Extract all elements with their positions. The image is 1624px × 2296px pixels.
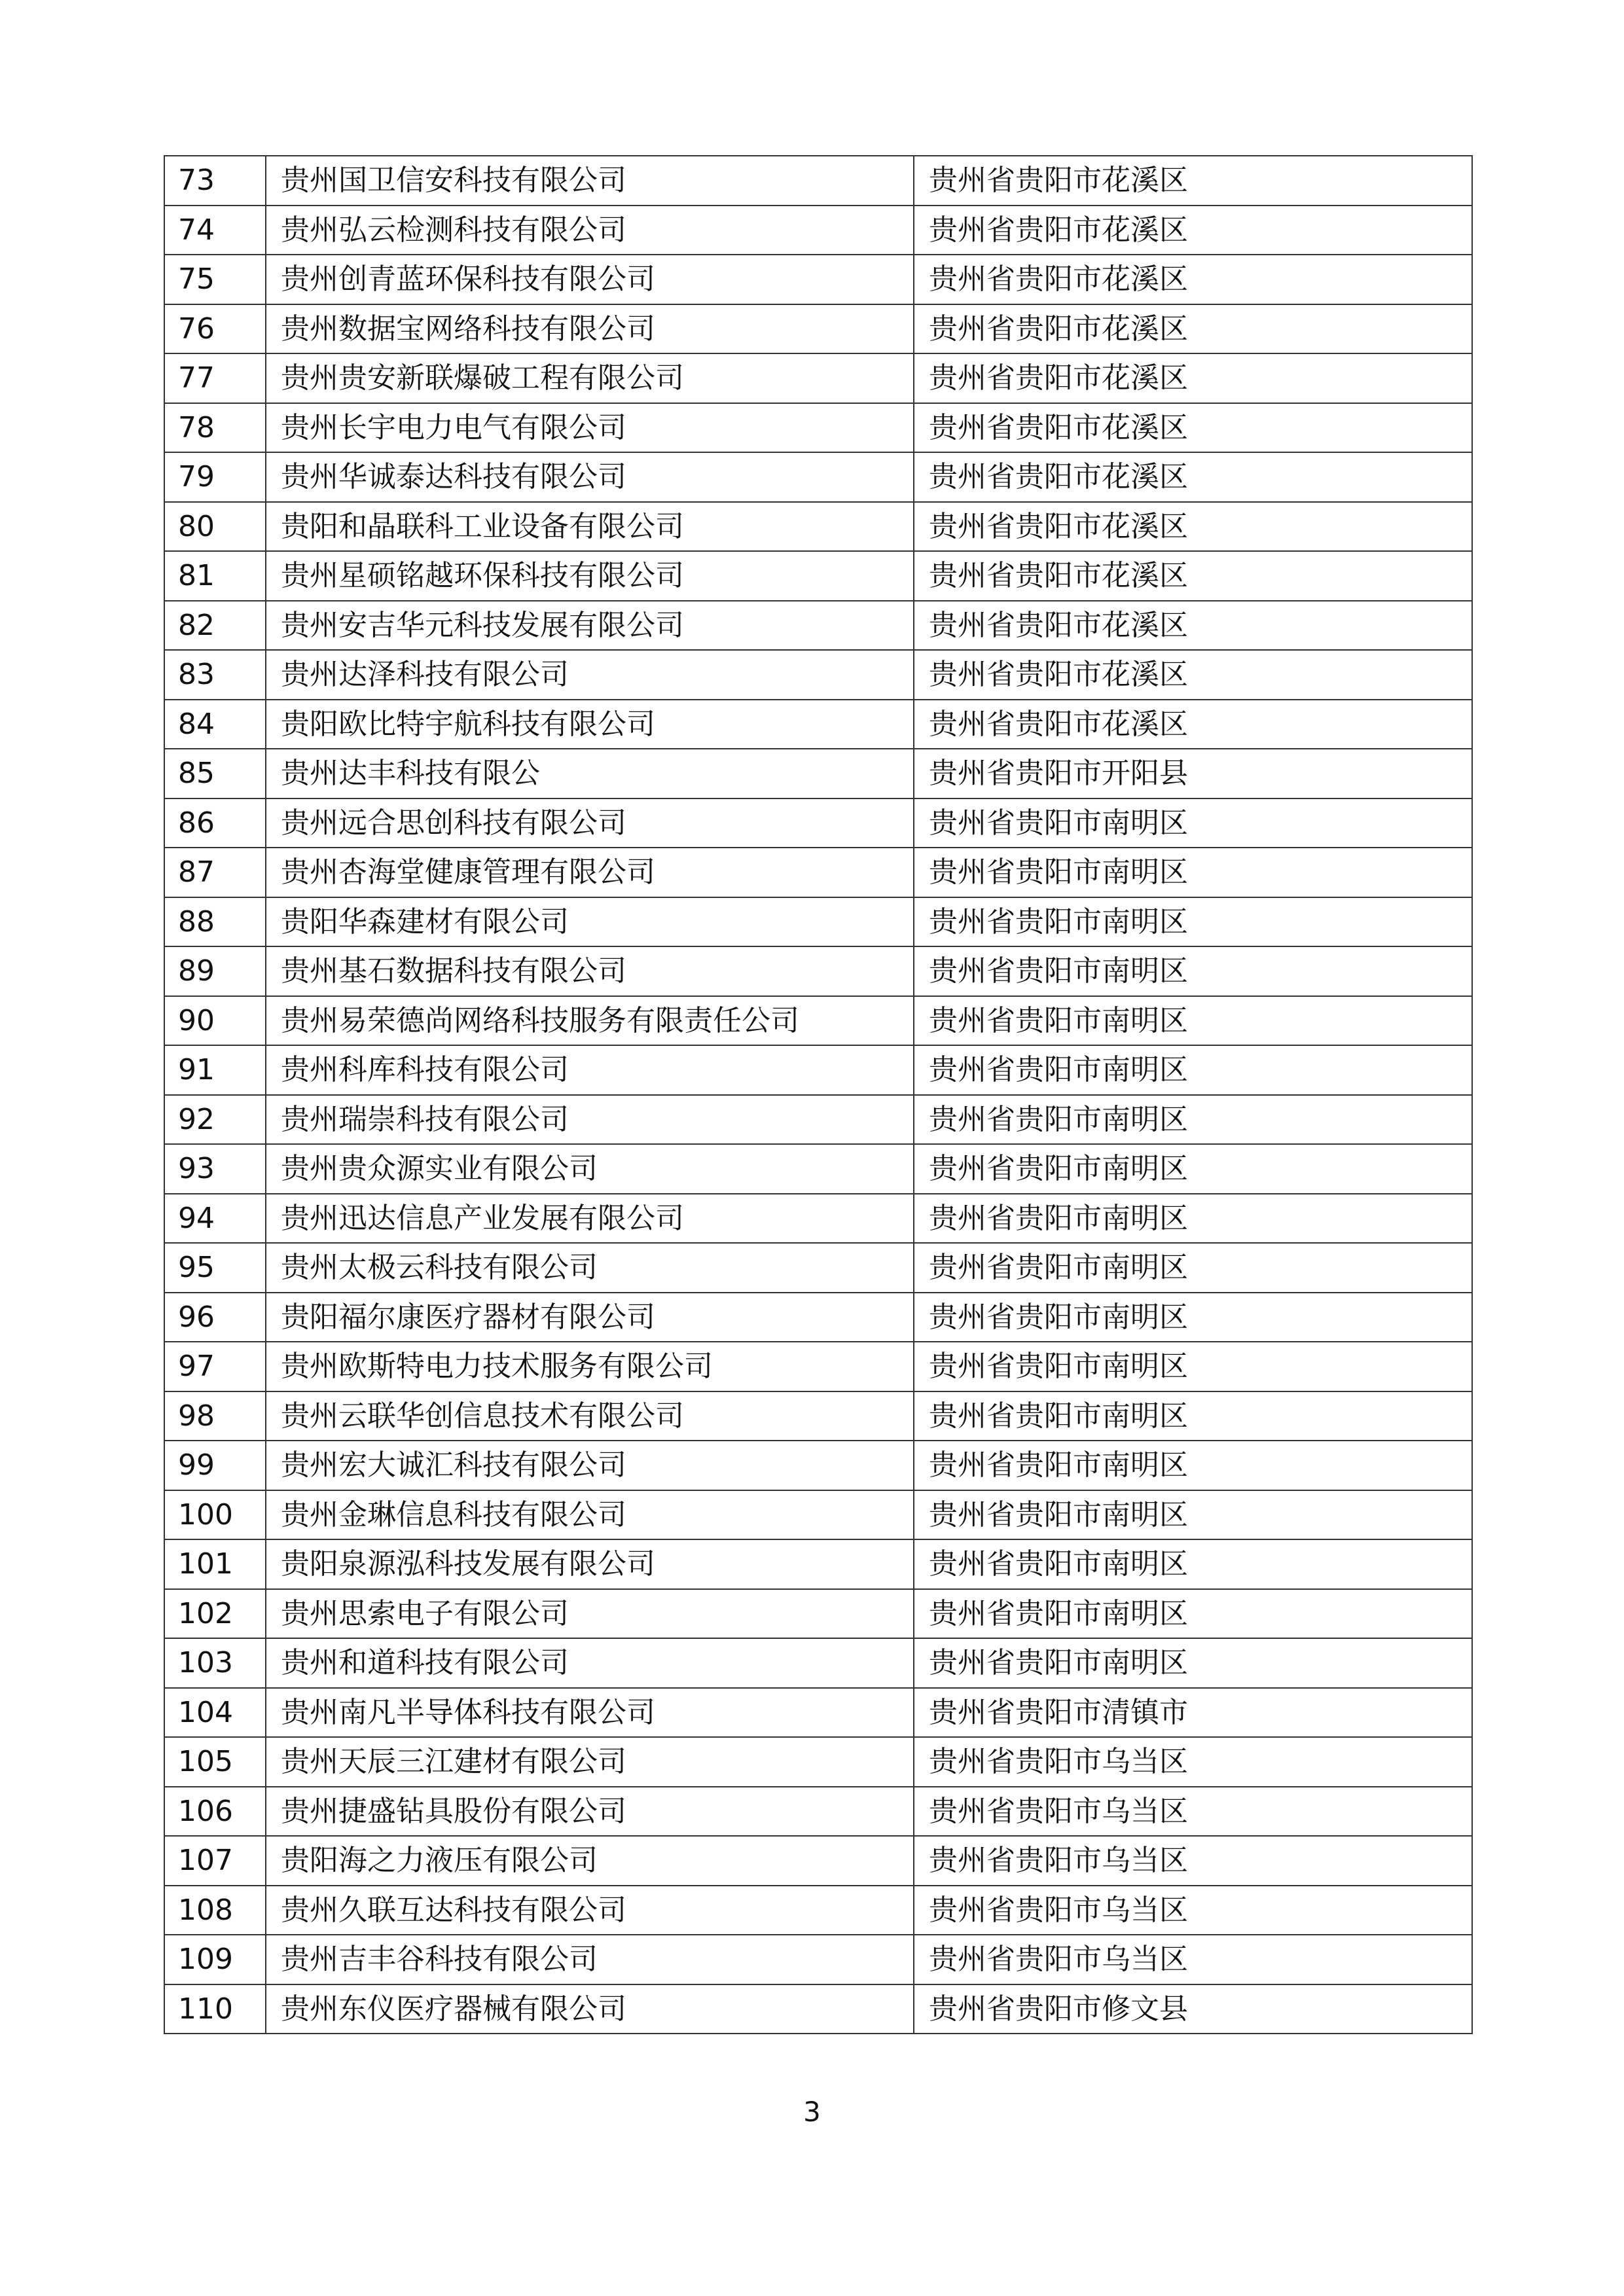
- table-row: [164, 601, 1472, 651]
- row-number-cell: 80: [164, 502, 266, 552]
- row-number-cell: 105: [164, 1737, 266, 1787]
- company-name-cell: 贵州思索电子有限公司: [266, 1589, 914, 1639]
- table-row: [164, 946, 1472, 996]
- location-cell: 贵州省贵阳市南明区: [914, 1095, 1472, 1145]
- location-cell: 贵州省贵阳市乌当区: [914, 1935, 1472, 1984]
- company-name-cell: 贵州捷盛钻具股份有限公司: [266, 1787, 914, 1837]
- table-row: [164, 206, 1472, 255]
- row-number-cell: 102: [164, 1589, 266, 1639]
- table-row: [164, 996, 1472, 1046]
- location-cell: 贵州省贵阳市南明区: [914, 1391, 1472, 1441]
- row-number-cell: 78: [164, 403, 266, 453]
- company-name-cell: 贵州创青蓝环保科技有限公司: [266, 255, 914, 304]
- row-number-cell: 87: [164, 848, 266, 897]
- table-row: [164, 798, 1472, 848]
- table-row: [164, 1688, 1472, 1738]
- company-table-body: [164, 156, 1472, 2034]
- row-number-cell: 110: [164, 1984, 266, 2034]
- row-number-cell: 101: [164, 1539, 266, 1589]
- location-cell: 贵州省贵阳市花溪区: [914, 206, 1472, 255]
- location-cell: 贵州省贵阳市南明区: [914, 946, 1472, 996]
- company-name-cell: 贵阳华森建材有限公司: [266, 897, 914, 947]
- row-number-cell: 89: [164, 946, 266, 996]
- row-number-cell: 91: [164, 1045, 266, 1095]
- company-name-cell: 贵州贵安新联爆破工程有限公司: [266, 353, 914, 403]
- company-name-cell: 贵州久联互达科技有限公司: [266, 1886, 914, 1935]
- table-row: [164, 353, 1472, 403]
- row-number-cell: 107: [164, 1836, 266, 1886]
- row-number-cell: 75: [164, 255, 266, 304]
- table-row: [164, 403, 1472, 453]
- company-name-cell: 贵州长宇电力电气有限公司: [266, 403, 914, 453]
- location-cell: 贵州省贵阳市修文县: [914, 1984, 1472, 2034]
- row-number-cell: 76: [164, 304, 266, 354]
- location-cell: 贵州省贵阳市花溪区: [914, 255, 1472, 304]
- table-row: [164, 1243, 1472, 1293]
- location-cell: 贵州省贵阳市南明区: [914, 1243, 1472, 1293]
- table-row: [164, 255, 1472, 304]
- location-cell: 贵州省贵阳市南明区: [914, 1539, 1472, 1589]
- row-number-cell: 94: [164, 1194, 266, 1244]
- row-number-cell: 98: [164, 1391, 266, 1441]
- location-cell: 贵州省贵阳市南明区: [914, 1144, 1472, 1194]
- table-row: [164, 1095, 1472, 1145]
- row-number-cell: 96: [164, 1293, 266, 1342]
- row-number-cell: 77: [164, 353, 266, 403]
- table-row: [164, 551, 1472, 601]
- company-name-cell: 贵州弘云检测科技有限公司: [266, 206, 914, 255]
- company-name-cell: 贵州易荣德尚网络科技服务有限责任公司: [266, 996, 914, 1046]
- location-cell: 贵州省贵阳市花溪区: [914, 700, 1472, 749]
- row-number-cell: 108: [164, 1886, 266, 1935]
- location-cell: 贵州省贵阳市开阳县: [914, 749, 1472, 798]
- page-number: 3: [803, 2096, 821, 2128]
- table-row: [164, 1589, 1472, 1639]
- table-row: [164, 1737, 1472, 1787]
- table-row: [164, 156, 1472, 206]
- location-cell: 贵州省贵阳市南明区: [914, 1589, 1472, 1639]
- row-number-cell: 103: [164, 1638, 266, 1688]
- company-name-cell: 贵州天辰三江建材有限公司: [266, 1737, 914, 1787]
- table-row: [164, 1342, 1472, 1391]
- company-name-cell: 贵州瑞崇科技有限公司: [266, 1095, 914, 1145]
- location-cell: 贵州省贵阳市南明区: [914, 1293, 1472, 1342]
- company-name-cell: 贵州云联华创信息技术有限公司: [266, 1391, 914, 1441]
- location-cell: 贵州省贵阳市花溪区: [914, 452, 1472, 502]
- company-name-cell: 贵阳欧比特宇航科技有限公司: [266, 700, 914, 749]
- location-cell: 贵州省贵阳市南明区: [914, 1490, 1472, 1540]
- table-row: [164, 1144, 1472, 1194]
- location-cell: 贵州省贵阳市花溪区: [914, 502, 1472, 552]
- row-number-cell: 81: [164, 551, 266, 601]
- company-name-cell: 贵州金琳信息科技有限公司: [266, 1490, 914, 1540]
- row-number-cell: 92: [164, 1095, 266, 1145]
- company-name-cell: 贵阳和晶联科工业设备有限公司: [266, 502, 914, 552]
- table-row: [164, 1490, 1472, 1540]
- table-row: [164, 1836, 1472, 1886]
- location-cell: 贵州省贵阳市乌当区: [914, 1737, 1472, 1787]
- location-cell: 贵州省贵阳市乌当区: [914, 1787, 1472, 1837]
- location-cell: 贵州省贵阳市南明区: [914, 1194, 1472, 1244]
- row-number-cell: 95: [164, 1243, 266, 1293]
- location-cell: 贵州省贵阳市南明区: [914, 798, 1472, 848]
- row-number-cell: 99: [164, 1441, 266, 1490]
- row-number-cell: 82: [164, 601, 266, 651]
- table-row: [164, 304, 1472, 354]
- table-row: [164, 1935, 1472, 1984]
- table-row: [164, 1391, 1472, 1441]
- company-name-cell: 贵州达丰科技有限公: [266, 749, 914, 798]
- company-name-cell: 贵州国卫信安科技有限公司: [266, 156, 914, 206]
- location-cell: 贵州省贵阳市花溪区: [914, 601, 1472, 651]
- company-name-cell: 贵州数据宝网络科技有限公司: [266, 304, 914, 354]
- row-number-cell: 73: [164, 156, 266, 206]
- location-cell: 贵州省贵阳市南明区: [914, 996, 1472, 1046]
- company-name-cell: 贵阳泉源泓科技发展有限公司: [266, 1539, 914, 1589]
- row-number-cell: 109: [164, 1935, 266, 1984]
- table-row: [164, 1984, 1472, 2034]
- row-number-cell: 100: [164, 1490, 266, 1540]
- company-name-cell: 贵州宏大诚汇科技有限公司: [266, 1441, 914, 1490]
- table-row: [164, 502, 1472, 552]
- company-table: [164, 155, 1473, 2034]
- table-row: [164, 1293, 1472, 1342]
- table-row: [164, 1787, 1472, 1837]
- row-number-cell: 79: [164, 452, 266, 502]
- row-number-cell: 84: [164, 700, 266, 749]
- company-name-cell: 贵州和道科技有限公司: [266, 1638, 914, 1688]
- table-row: [164, 650, 1472, 700]
- table-row: [164, 848, 1472, 897]
- location-cell: 贵州省贵阳市南明区: [914, 1342, 1472, 1391]
- row-number-cell: 106: [164, 1787, 266, 1837]
- table-row: [164, 897, 1472, 947]
- company-name-cell: 贵州科库科技有限公司: [266, 1045, 914, 1095]
- table-row: [164, 700, 1472, 749]
- row-number-cell: 88: [164, 897, 266, 947]
- row-number-cell: 85: [164, 749, 266, 798]
- table-row: [164, 1045, 1472, 1095]
- table-row: [164, 749, 1472, 798]
- row-number-cell: 93: [164, 1144, 266, 1194]
- company-name-cell: 贵州欧斯特电力技术服务有限公司: [266, 1342, 914, 1391]
- location-cell: 贵州省贵阳市南明区: [914, 848, 1472, 897]
- company-name-cell: 贵州杏海堂健康管理有限公司: [266, 848, 914, 897]
- row-number-cell: 104: [164, 1688, 266, 1738]
- company-name-cell: 贵州星硕铭越环保科技有限公司: [266, 551, 914, 601]
- location-cell: 贵州省贵阳市乌当区: [914, 1886, 1472, 1935]
- company-name-cell: 贵州安吉华元科技发展有限公司: [266, 601, 914, 651]
- location-cell: 贵州省贵阳市花溪区: [914, 551, 1472, 601]
- table-row: [164, 1638, 1472, 1688]
- table-row: [164, 1886, 1472, 1935]
- location-cell: 贵州省贵阳市花溪区: [914, 304, 1472, 354]
- row-number-cell: 97: [164, 1342, 266, 1391]
- company-name-cell: 贵州南凡半导体科技有限公司: [266, 1688, 914, 1738]
- row-number-cell: 83: [164, 650, 266, 700]
- row-number-cell: 74: [164, 206, 266, 255]
- row-number-cell: 86: [164, 798, 266, 848]
- location-cell: 贵州省贵阳市乌当区: [914, 1836, 1472, 1886]
- company-name-cell: 贵州太极云科技有限公司: [266, 1243, 914, 1293]
- location-cell: 贵州省贵阳市花溪区: [914, 403, 1472, 453]
- company-name-cell: 贵州东仪医疗器械有限公司: [266, 1984, 914, 2034]
- table-row: [164, 1194, 1472, 1244]
- company-name-cell: 贵州吉丰谷科技有限公司: [266, 1935, 914, 1984]
- company-name-cell: 贵州贵众源实业有限公司: [266, 1144, 914, 1194]
- location-cell: 贵州省贵阳市花溪区: [914, 156, 1472, 206]
- company-name-cell: 贵州迅达信息产业发展有限公司: [266, 1194, 914, 1244]
- table-row: [164, 452, 1472, 502]
- row-number-cell: 90: [164, 996, 266, 1046]
- company-name-cell: 贵阳海之力液压有限公司: [266, 1836, 914, 1886]
- company-name-cell: 贵阳福尔康医疗器材有限公司: [266, 1293, 914, 1342]
- company-name-cell: 贵州远合思创科技有限公司: [266, 798, 914, 848]
- location-cell: 贵州省贵阳市南明区: [914, 1045, 1472, 1095]
- company-name-cell: 贵州达泽科技有限公司: [266, 650, 914, 700]
- table-row: [164, 1441, 1472, 1490]
- location-cell: 贵州省贵阳市花溪区: [914, 650, 1472, 700]
- location-cell: 贵州省贵阳市南明区: [914, 1441, 1472, 1490]
- location-cell: 贵州省贵阳市花溪区: [914, 353, 1472, 403]
- company-name-cell: 贵州华诚泰达科技有限公司: [266, 452, 914, 502]
- location-cell: 贵州省贵阳市清镇市: [914, 1688, 1472, 1738]
- company-name-cell: 贵州基石数据科技有限公司: [266, 946, 914, 996]
- table-row: [164, 1539, 1472, 1589]
- location-cell: 贵州省贵阳市南明区: [914, 897, 1472, 947]
- location-cell: 贵州省贵阳市南明区: [914, 1638, 1472, 1688]
